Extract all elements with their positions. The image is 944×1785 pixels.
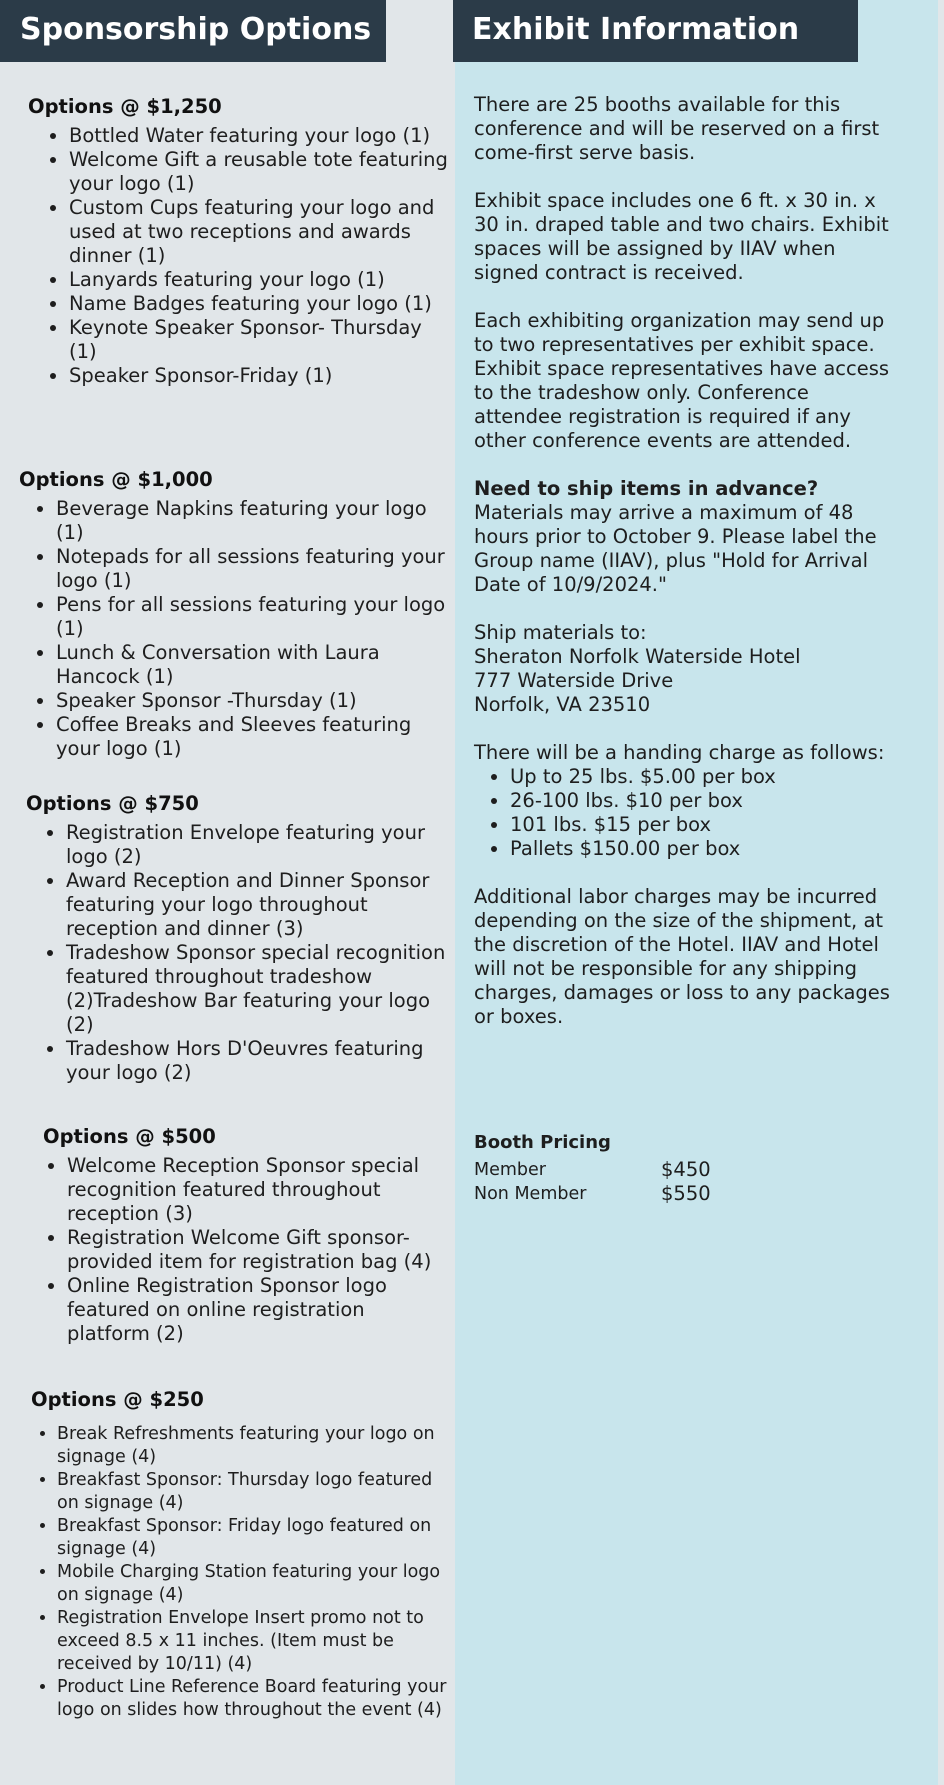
- list-item: • Name Badges featuring your logo (1): [69, 292, 448, 316]
- list-item: • Online Registration Sponsor logo featured on online registration platform (2): [67, 1274, 451, 1346]
- list-item: • Lunch & Conversation with Laura Hancock (1): [56, 641, 449, 689]
- section-heading: Options @ $750: [26, 792, 199, 815]
- list-item: • Bottled Water featuring your logo (1): [69, 124, 448, 148]
- list-item: • Tradeshow Hors D'Oeuvres featuring your logo (2): [66, 1037, 451, 1085]
- address-label: Ship materials to:: [474, 621, 647, 644]
- pricing-row: [474, 1158, 774, 1182]
- list-item: • Breakfast Sponsor: Thursday logo featured on signage (4): [57, 1469, 451, 1515]
- options-list: [26, 821, 451, 1085]
- list-item: • 101 lbs. $15 per box: [510, 813, 894, 837]
- representatives-paragraph: Each exhibiting organization may send up to two representatives per exhibit space. Exhibit space representatives have access to the tradeshow only. Conference attendee registration is required if any other conference events are attended.: [474, 309, 890, 452]
- options-1000-section: [19, 467, 449, 761]
- list-item: • Pallets $150.00 per box: [510, 837, 894, 861]
- list-item: • Beverage Napkins featuring your logo (1): [56, 497, 449, 545]
- booths-paragraph: There are 25 booths available for this conference and will be reserved on a first come-first serve basis.: [474, 93, 880, 164]
- list-item: • Speaker Sponsor-Friday (1): [69, 364, 448, 388]
- options-1250-section: [28, 94, 448, 388]
- list-item: • Tradeshow Sponsor special recognition featured throughout tradeshow (2)Tradeshow Bar featuring your logo (2): [66, 941, 451, 1037]
- section-heading: Options @ $1,250: [28, 95, 222, 118]
- list-item: • Welcome Reception Sponsor special recognition featured throughout reception (3): [67, 1154, 451, 1226]
- list-item: • Registration Envelope featuring your logo (2): [66, 821, 451, 869]
- options-750-section: [26, 791, 451, 1085]
- list-item: • Mobile Charging Station featuring your logo on signage (4): [57, 1561, 451, 1607]
- pricing-value: $450: [661, 1158, 711, 1181]
- list-item: • Coffee Breaks and Sleeves featuring your logo (1): [56, 713, 449, 761]
- booth-pricing: [474, 1130, 774, 1206]
- list-item: • Breakfast Sponsor: Friday logo featured on signage (4): [57, 1515, 451, 1561]
- labor-paragraph: Additional labor charges may be incurred depending on the size of the shipment, at the discretion of the Hotel. IIAV and Hotel will not be responsible for any shipping charges, damages or loss to any packages or boxes.: [474, 885, 890, 1028]
- list-item: • Lanyards featuring your logo (1): [69, 268, 448, 292]
- pricing-title: Booth Pricing: [474, 1132, 611, 1153]
- list-item: • Registration Welcome Gift sponsor-provided item for registration bag (4): [67, 1226, 451, 1274]
- right-edge-strip: [938, 0, 944, 1785]
- list-item: • Pens for all sessions featuring your logo (1): [56, 593, 449, 641]
- list-item: • Product Line Reference Board featuring your logo on slides how throughout the event (4): [57, 1676, 451, 1722]
- space-paragraph: Exhibit space includes one 6 ft. x 30 in. x 30 in. draped table and two chairs. Exhibit spaces will be assigned by IIAV when signed contract is received.: [474, 189, 889, 284]
- list-item: • Award Reception and Dinner Sponsor featuring your logo throughout reception and dinner (3): [66, 869, 451, 941]
- list-item: • Keynote Speaker Sponsor- Thursday (1): [69, 316, 448, 364]
- address-line-1: Sheraton Norfolk Waterside Hotel: [474, 645, 801, 668]
- pricing-value: $550: [661, 1182, 711, 1205]
- section-heading: Options @ $500: [43, 1125, 216, 1148]
- list-item: • Up to 25 lbs. $5.00 per box: [510, 765, 894, 789]
- sponsorship-title: Sponsorship Options: [0, 0, 386, 62]
- pricing-label: Member: [474, 1160, 546, 1180]
- list-item: • Notepads for all sessions featuring your logo (1): [56, 545, 449, 593]
- options-list: [28, 124, 448, 388]
- exhibit-title: Exhibit Information: [453, 0, 858, 62]
- handling-intro: There will be a handing charge as follows:: [474, 741, 885, 764]
- shipping-paragraph: Materials may arrive a maximum of 48 hours prior to October 9. Please label the Group name (IIAV), plus "Hold for Arrival Date of 10/9/2024.": [474, 501, 877, 596]
- address-line-3: Norfolk, VA 23510: [474, 693, 651, 716]
- shipping-heading: Need to ship items in advance?: [474, 477, 819, 500]
- list-item: • Speaker Sponsor -Thursday (1): [56, 689, 449, 713]
- pricing-label: Non Member: [474, 1184, 587, 1204]
- list-item: • Registration Envelope Insert promo not to exceed 8.5 x 11 inches. (Item must be received by 10/11) (4): [57, 1607, 451, 1676]
- options-500-section: [43, 1124, 451, 1346]
- section-heading: Options @ $1,000: [19, 468, 213, 491]
- exhibit-info: [474, 93, 894, 1029]
- handling-list: [474, 765, 894, 861]
- options-list: [19, 497, 449, 761]
- section-heading: Options @ $250: [31, 1388, 204, 1411]
- list-item: • 26-100 lbs. $10 per box: [510, 789, 894, 813]
- address-line-2: 777 Waterside Drive: [474, 669, 674, 692]
- list-item: • Custom Cups featuring your logo and used at two receptions and awards dinner (1): [69, 196, 448, 268]
- options-list: [43, 1154, 451, 1346]
- list-item: • Welcome Gift a reusable tote featuring your logo (1): [69, 148, 448, 196]
- options-250-section: [31, 1387, 451, 1722]
- list-item: • Break Refreshments featuring your logo on signage (4): [57, 1423, 451, 1469]
- options-list: [31, 1423, 451, 1722]
- shipping-address: [474, 621, 894, 717]
- pricing-row: [474, 1182, 774, 1206]
